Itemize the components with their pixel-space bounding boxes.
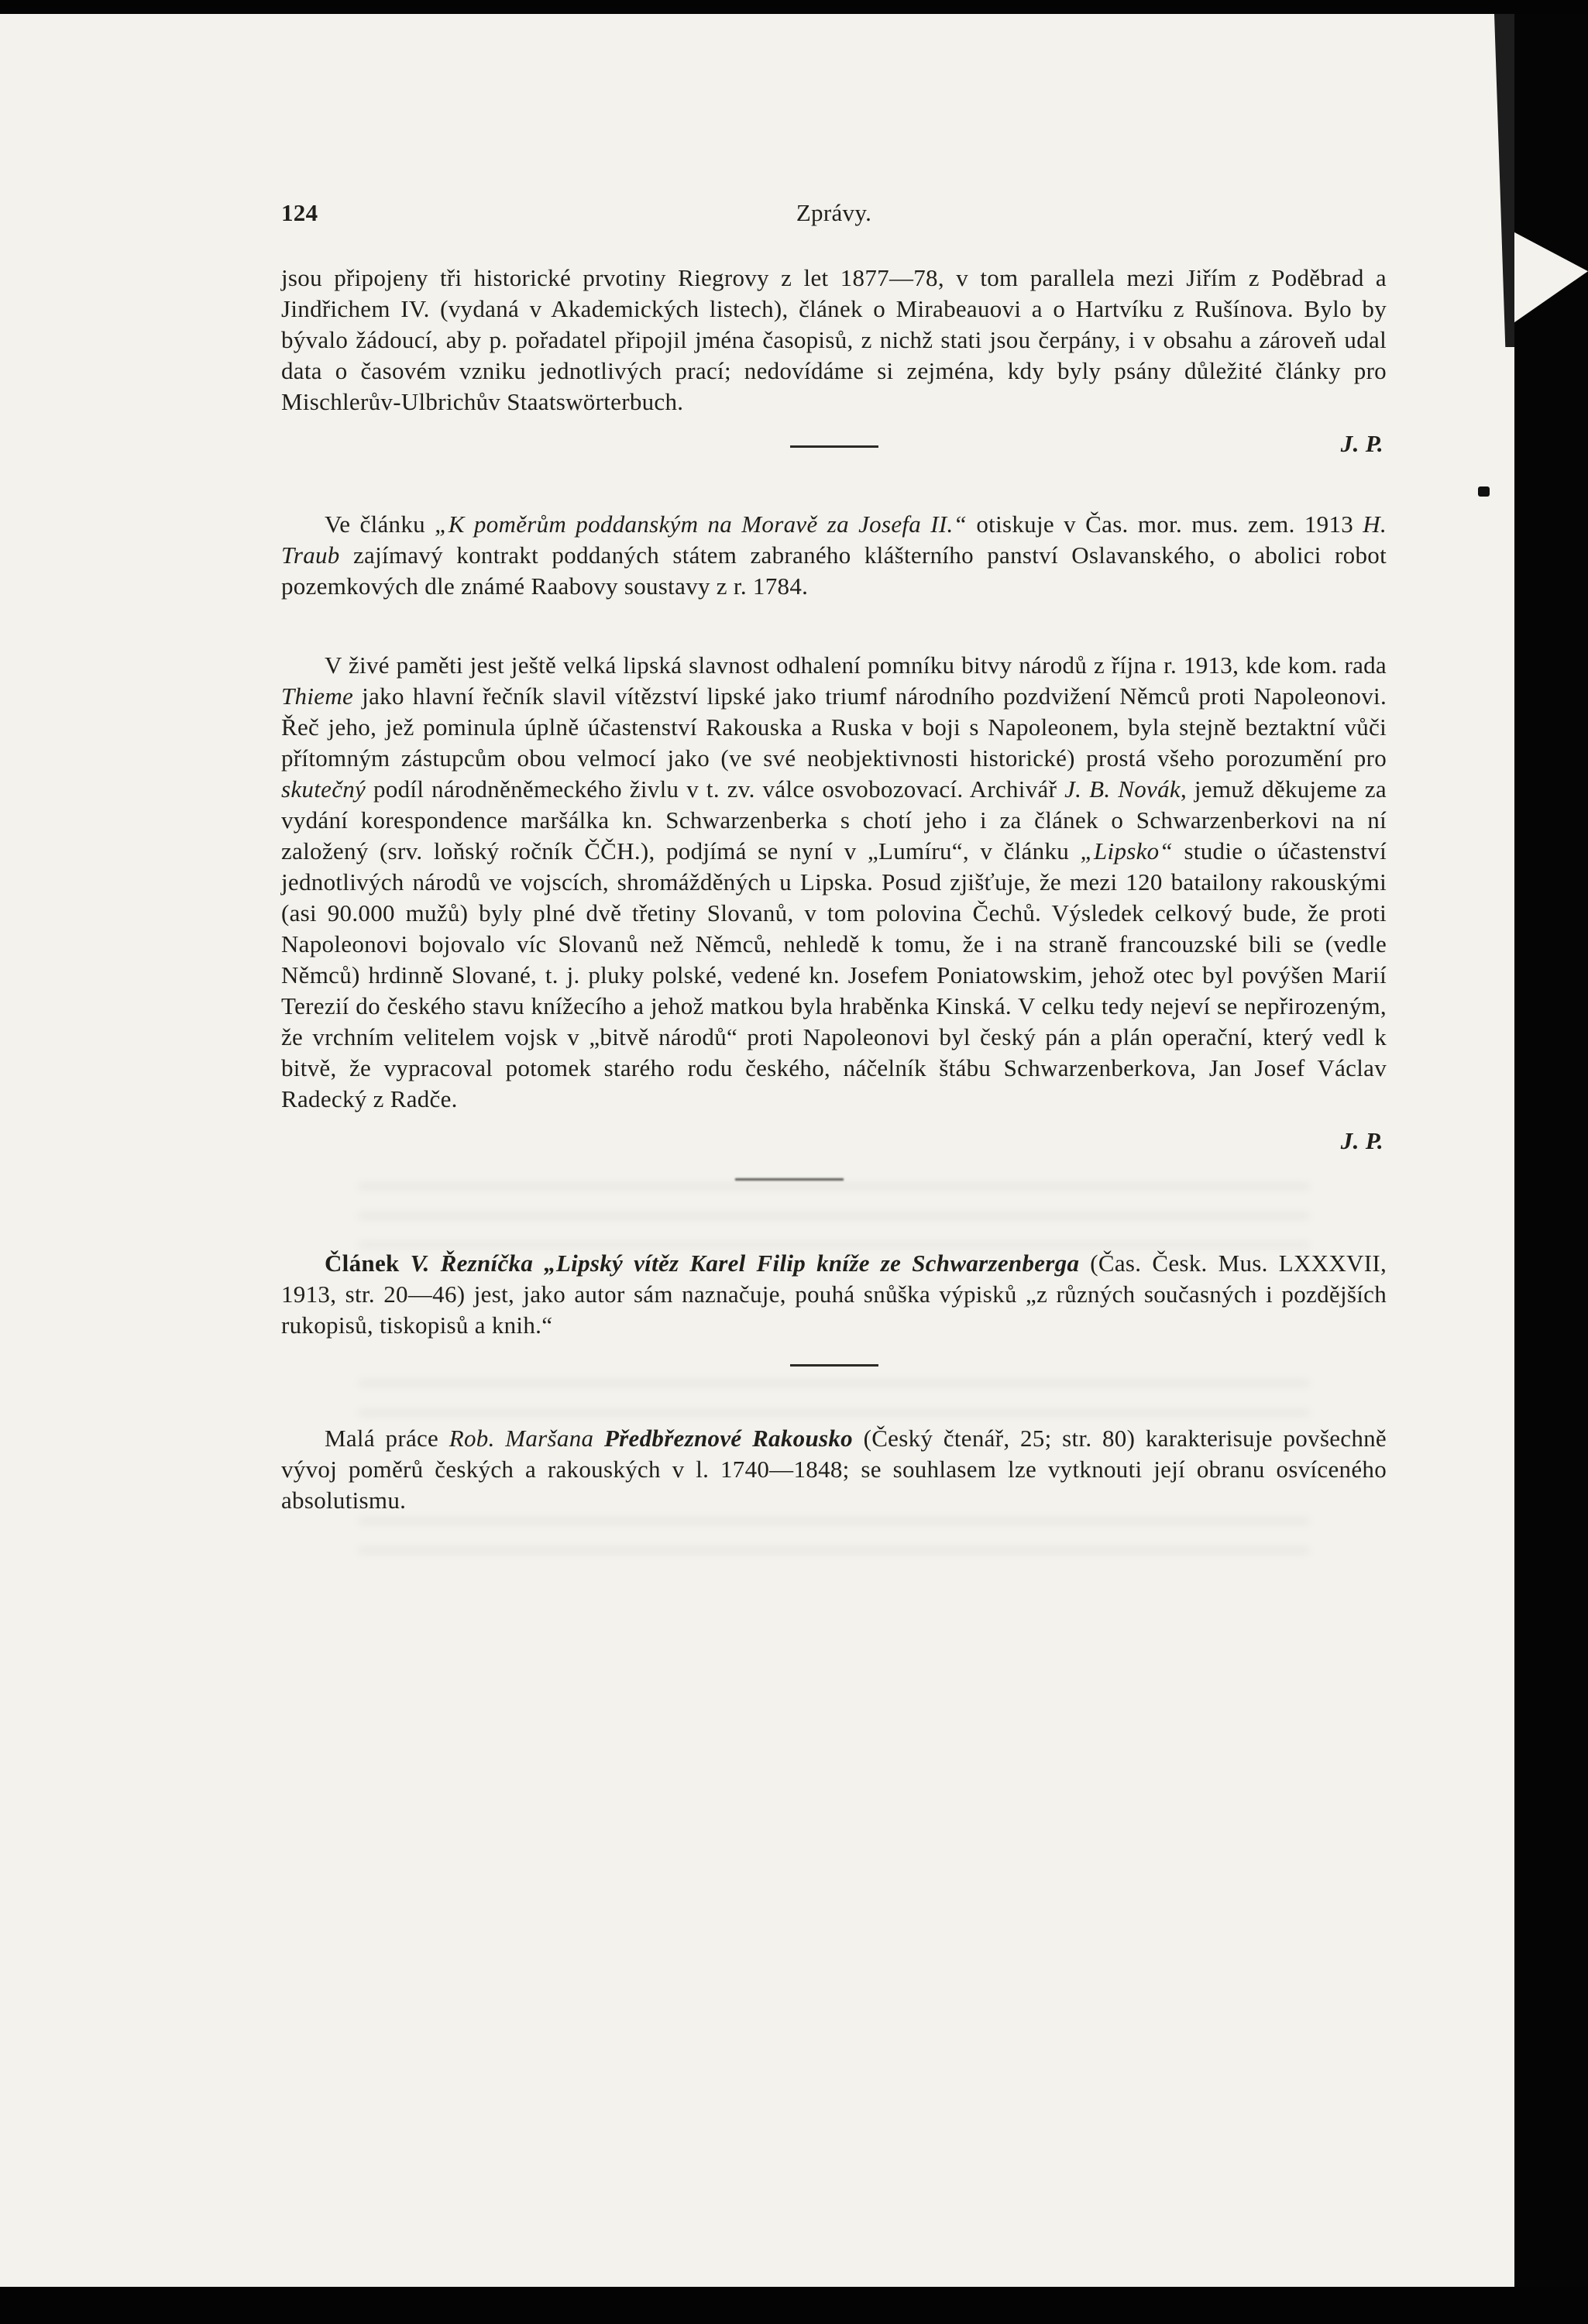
text-run: skutečný [281,775,366,803]
text-run: Rob. Maršana [449,1425,604,1452]
paragraph-marsan-note [281,1423,1387,1516]
text-run: (Český čtenář, 25; str. 80) karakterisuje povšechně vývoj poměrů českých a rakouských v l. 1740—1848; se souhlasem lze vytknouti její obranu osvíceného absolutismu. [281,1425,1387,1514]
signature-row [281,428,1387,461]
divider-row [281,1166,1387,1197]
text-run: , jemuž děkujeme za vydání korespondence maršálka kn. Schwarzenberka s chotí jeho i za článek o Schwarzenberkovi na ní založený (srv. loňský ročník ČČH.), podjímá se nyní v „Lumíru“, v článku [281,775,1387,865]
text-run: Thieme [281,682,354,710]
page-header [281,198,1387,230]
text-run: Článek [325,1250,411,1277]
text-run: V. Řezníčka „Lipský vítěz Karel Filip kníže ze Schwarzenberga [410,1250,1080,1277]
author-initials: J. P. [1340,1127,1383,1154]
scan-edge-right-band [1514,0,1588,2324]
text-run: jsou připojeny tři historické prvotiny Riegrovy z let 1877—78, v tom parallela mezi Jiřím z Poděbrad a Jindřichem IV. (vydaná v Akademických listech), článek o Mirabeauovi a o Hartvíku z Rušínova. Bylo by bývalo žádoucí, aby p. pořadatel připojil jména časopisů, z nichž stati jsou čerpány, i v obsahu a zároveň udal data o časovém vzniku jednotlivých prací; nedovídáme si zejména, kdy byly psány důležité články pro Mischlerův-Ulbrichův Staatswörterbuch. [281,264,1387,415]
section-title: Zprávy. [796,199,872,226]
paragraph-leipzig-article [281,650,1387,1115]
text-run: otiskuje v Čas. mor. mus. zem. 1913 [967,511,1363,538]
author-initials: J. P. [1340,430,1383,457]
text-run: Malá práce [325,1425,449,1452]
text-run: „K poměrům poddanským na Moravě za Josefa II.“ [435,511,968,538]
scan-edge-top [0,0,1588,14]
section-divider-rule [735,1178,844,1181]
scan-edge-bottom [0,2287,1588,2324]
section-divider-rule [790,445,878,448]
text-run: studie o účastenství jednotlivých národů ve vojscích, shromážděných u Lipska. Posud zjišťuje, že mezi 120 batailony rakouskými (asi 90.000 mužů) byly plné dvě třetiny Slovanů, v tom polovina Čechů. Výsledek celkový bude, že proti Napoleonovi bojovalo víc Slovanů než Němců, nehledě k tomu, že i na straně francouzské bili se (vedle Němců) hrdinně Slované, t. j. pluky polské, vedené kn. Josefem Poniatowskim, jehož otec byl povýšen Marií Terezií do českého stavu knížecího a jehož matkou byla hraběnka Kinská. V celku tedy nejeví se nepřirozeným, že vrchním velitelem vojsk v „bitvě národů“ proti Napoleonovi byl český pán a plán operační, který vedl k bitvě, že vypracoval potomek starého rodu českého, náčelník štábu Schwarzenberkova, Jan Josef Václav Radecký z Radče. [281,837,1387,1112]
text-run: zajímavý kontrakt poddaných státem zabraného klášterního panství Oslavanského, o abolici robot pozemkových dle známé Raabovy soustavy z r. 1784. [281,541,1387,600]
ink-speck-artifact [1478,486,1490,497]
paragraph-review-continuation [281,263,1387,418]
page-content [0,14,1514,1561]
paragraph-traub-note [281,509,1387,602]
text-run: Předbřeznové Rakousko [603,1425,853,1452]
page-number: 124 [281,199,318,226]
text-run: H. Traub [281,511,1387,569]
text-run: podíl národněněmeckého živlu v t. zv. válce osvobozovací. Archivář [366,775,1065,803]
paragraph-reznicek-note [281,1248,1387,1341]
bleedthrough-ghost-text [359,1518,1309,1561]
text-run: „Lipsko“ [1080,837,1174,865]
text-run: J. B. Novák [1064,775,1181,803]
scanned-journal-page [0,14,1514,2287]
signature-row [281,1126,1387,1158]
section-divider-rule [790,1364,878,1367]
text-run: jako hlavní řečník slavil vítězství lipské jako triumf národního pozdvižení Němců proti Napoleonovi. Řeč jeho, jež pominula úplně účastenství Rakouska a Ruska v boji s Napoleonem, byla stejně beztaktní vůči přítomným zástupcům obou velmocí jako (ve své neobjektivnosti historické) prostá všeho porozumění pro [281,682,1387,772]
divider-row [281,1352,1387,1383]
text-run: (Čas. Česk. Mus. LXXXVII, 1913, str. 20—46) jest, jako autor sám naznačuje, pouhá snůška výpisků „z různých současných i pozdějších rukopisů, tiskopisů a knih.“ [281,1250,1387,1339]
text-run: V živé paměti jest ještě velká lipská slavnost odhalení pomníku bitvy národů z října r. 1913, kde kom. rada [325,651,1387,679]
bleedthrough-ghost-text [359,1380,1309,1423]
text-run: Ve článku [325,511,435,538]
